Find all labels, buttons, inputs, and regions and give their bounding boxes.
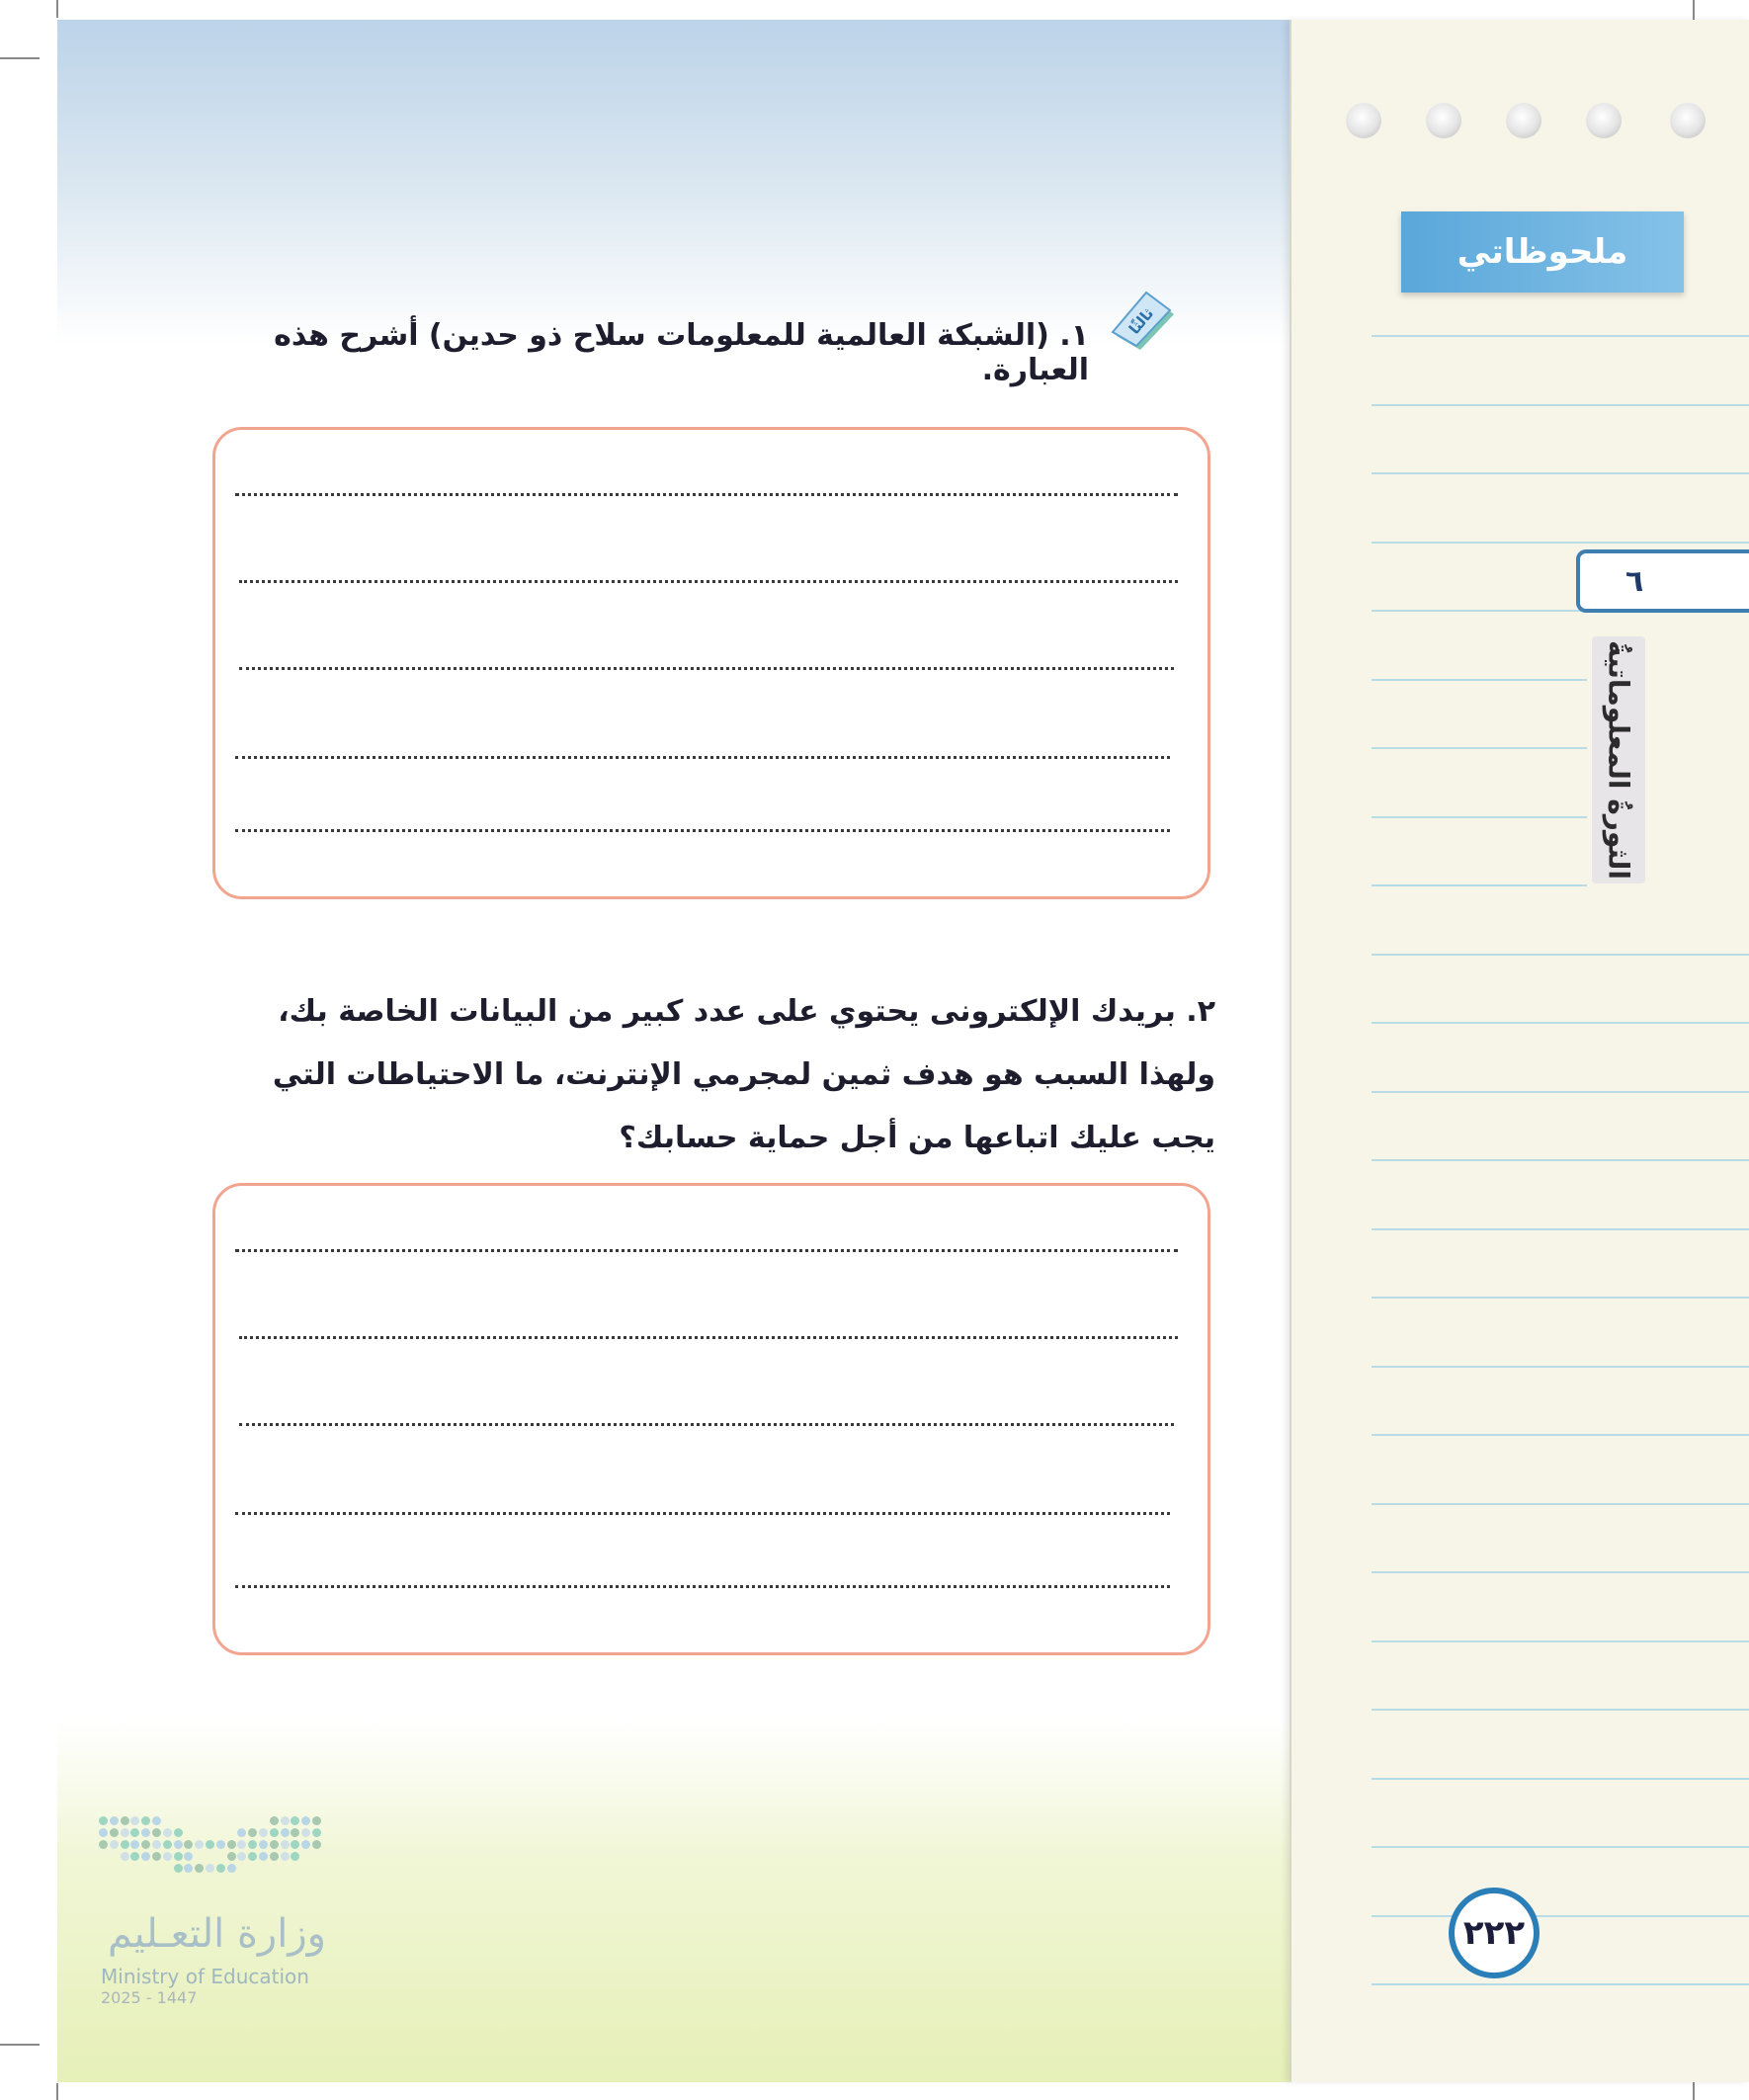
page-number: ٢٢٢	[1462, 1913, 1526, 1953]
section-badge	[1107, 289, 1176, 352]
logo-dot	[152, 1840, 161, 1849]
notes-ruled-line	[1372, 1778, 1749, 1780]
notes-ruled-line	[1372, 1915, 1749, 1917]
notes-ruled-line	[1372, 1846, 1749, 1848]
logo-dot	[174, 1864, 183, 1873]
binder-ring	[1506, 103, 1541, 138]
logo-dot	[281, 1840, 290, 1849]
logo-dot	[281, 1828, 290, 1837]
notes-title-text: ملحوظاتي	[1457, 232, 1628, 272]
notes-ruled-line	[1372, 1091, 1749, 1093]
chapter-number-tab	[1576, 549, 1749, 613]
notes-ruled-line	[1372, 542, 1749, 544]
answer-line[interactable]	[239, 580, 1178, 583]
answer-line[interactable]	[235, 493, 1178, 496]
logo-dot	[312, 1828, 321, 1837]
notes-ruled-line	[1372, 335, 1749, 337]
logo-dot	[110, 1828, 119, 1837]
notes-ruled-line	[1372, 884, 1587, 886]
notes-ruled-line	[1372, 472, 1749, 474]
logo-dot	[121, 1840, 129, 1849]
logo-dot	[312, 1816, 321, 1825]
logo-dot	[270, 1852, 279, 1861]
logo-dot	[259, 1840, 268, 1849]
notes-ruled-line	[1372, 404, 1749, 406]
question-2: ٢. بريدك الإلكترونى يحتوي على عدد كبير من البيانات الخاصة بك، ولهذا السبب هو هدف ثمين لمجرمي الإنترنت، ما الاحتياطات التي يجب عليك اتباعها من أجل حماية حسابك؟	[272, 994, 1215, 1155]
logo-dot	[99, 1840, 108, 1849]
logo-dot	[216, 1864, 225, 1873]
answer-line[interactable]	[239, 667, 1174, 670]
question-1: ١. (الشبكة العالمية للمعلومات سلاح ذو حدين) أشرح هذه العبارة.	[274, 318, 1089, 387]
notes-ruled-line	[1372, 1983, 1749, 1985]
answer-line[interactable]	[235, 1512, 1170, 1515]
page-number-badge	[1449, 1888, 1540, 1978]
binder-ring	[1426, 103, 1461, 138]
answer-box-1[interactable]	[212, 427, 1210, 899]
ministry-name-arabic: وزارة التعـليم	[107, 1911, 326, 1957]
notes-ruled-line	[1372, 1571, 1749, 1573]
binder-ring	[1670, 103, 1706, 138]
logo-dot	[99, 1816, 108, 1825]
section-badge-icon	[1107, 289, 1176, 352]
logo-dot	[121, 1816, 129, 1825]
logo-dot	[152, 1816, 161, 1825]
chapter-title: الثورةُ المعلوماتيةُ	[1602, 640, 1635, 880]
notes-ruled-line	[1372, 610, 1587, 612]
notes-ruled-line	[1372, 679, 1587, 681]
logo-dot	[270, 1840, 279, 1849]
notes-sidebar	[1290, 20, 1749, 2082]
chapter-number: ٦	[1625, 563, 1644, 599]
logo-dot	[121, 1828, 129, 1837]
logo-dot	[227, 1852, 236, 1861]
logo-dot	[259, 1852, 268, 1861]
logo-dot	[216, 1840, 225, 1849]
logo-dot	[163, 1852, 172, 1861]
answer-line[interactable]	[235, 1585, 1170, 1588]
ministry-name-english: Ministry of Education	[101, 1965, 309, 1988]
notes-ruled-line	[1372, 816, 1587, 818]
logo-dot	[174, 1852, 183, 1861]
crop-mark	[56, 2083, 58, 2100]
logo-dot	[281, 1852, 290, 1861]
logo-dot	[312, 1840, 321, 1849]
notes-ruled-line	[1372, 1228, 1749, 1230]
logo-dot	[206, 1840, 214, 1849]
notes-ruled-line	[1372, 747, 1587, 749]
answer-line[interactable]	[235, 1249, 1178, 1252]
chapter-title-tab	[1592, 636, 1645, 883]
binder-ring	[1346, 103, 1381, 138]
answer-line[interactable]	[239, 1423, 1174, 1426]
logo-dot	[174, 1828, 183, 1837]
notes-ruled-line	[1372, 954, 1749, 956]
answer-line[interactable]	[235, 756, 1170, 759]
logo-dot	[110, 1840, 119, 1849]
notes-ruled-line	[1372, 1709, 1749, 1711]
notes-ruled-line	[1372, 1159, 1749, 1161]
logo-dot	[163, 1828, 172, 1837]
notes-ruled-line	[1372, 1640, 1749, 1642]
crop-mark	[56, 0, 58, 18]
logo-dot	[227, 1864, 236, 1873]
notes-ruled-line	[1372, 1297, 1749, 1299]
notes-title	[1401, 211, 1684, 293]
logo-dot	[270, 1828, 279, 1837]
answer-line[interactable]	[239, 1336, 1178, 1339]
notes-ruled-line	[1372, 1366, 1749, 1368]
logo-dot	[152, 1828, 161, 1837]
crop-mark	[0, 2044, 40, 2046]
logo-dot	[99, 1828, 108, 1837]
answer-line[interactable]	[235, 829, 1170, 832]
answer-box-2[interactable]	[212, 1183, 1210, 1655]
logo-dot	[270, 1816, 279, 1825]
logo-dot	[121, 1852, 129, 1861]
logo-dot	[152, 1852, 161, 1861]
logo-dot	[206, 1864, 214, 1873]
notes-ruled-line	[1372, 1022, 1749, 1024]
logo-dot	[110, 1816, 119, 1825]
ministry-year: 2025 - 1447	[101, 1988, 198, 2007]
logo-dot	[281, 1816, 290, 1825]
crop-mark	[0, 57, 40, 59]
logo-dot	[174, 1840, 183, 1849]
notes-ruled-line	[1372, 1503, 1749, 1505]
logo-dot	[259, 1828, 268, 1837]
notes-ruled-line	[1372, 1434, 1749, 1436]
logo-dot	[227, 1840, 236, 1849]
binder-ring	[1586, 103, 1622, 138]
section-badge-label: ثالثًا	[1124, 304, 1158, 338]
logo-dot	[163, 1840, 172, 1849]
